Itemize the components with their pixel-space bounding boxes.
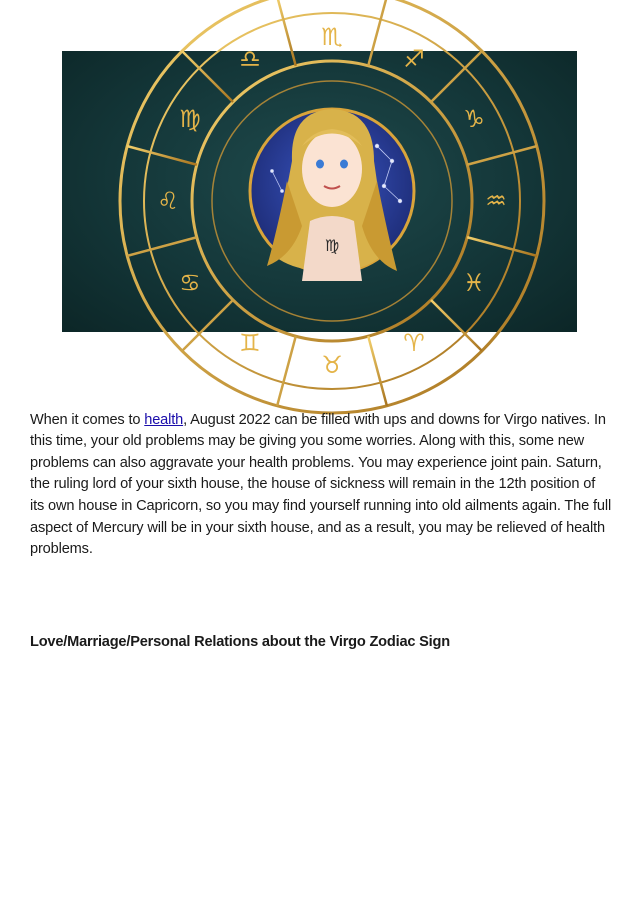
health-paragraph [30, 410, 612, 561]
wheel-spoke [127, 237, 197, 256]
wheel-spoke [277, 0, 296, 66]
wheel-spoke [431, 51, 482, 102]
paragraph-text-start: When it comes to [30, 411, 145, 428]
zodiac-sign-icon: ♊ [239, 329, 261, 358]
section-heading-love-marriage: Love/Marriage/Personal Relations about the Virgo Zodiac Sign [30, 634, 450, 650]
zodiac-sign-icon: ♐ [403, 44, 425, 73]
zodiac-sign-icon: ♍ [179, 105, 201, 133]
wheel-spoke [467, 146, 537, 165]
virgo-symbol: ♍ [324, 236, 340, 255]
wheel-spoke [431, 300, 482, 351]
zodiac-sign-icon: ♑ [463, 105, 485, 133]
zodiac-sign-icon: ♈ [403, 329, 425, 358]
zodiac-sign-icon: ♉ [321, 351, 343, 379]
paragraph-text-rest: , August 2022 can be filled with ups and downs for Virgo natives. In this time, your old problems may be giving you some worries. Along with this, some new problems can also aggravate your health problems. You may experience joint pain. Saturn, the ruling lord of your sixth house, the house of sickness will remain in the 12th position of its own house in Capricorn, so you may find yourself running into old ailments again. The full aspect of Mercury will be in your sixth house, and as a result, you may be relieved of health problems. [30, 411, 612, 558]
health-link[interactable]: health [144, 411, 184, 428]
wheel-spoke [277, 336, 296, 406]
zodiac-wheel-illustration [62, 23, 577, 379]
zodiac-sign-icon: ♋ [179, 269, 201, 297]
wheel-spoke [368, 336, 387, 406]
wheel-spoke [182, 51, 233, 102]
virgo-hero-image [62, 23, 577, 379]
wheel-spoke [368, 0, 387, 66]
zodiac-sign-icon: ♌ [157, 187, 179, 215]
wheel-spoke [182, 300, 233, 351]
wheel-spoke [467, 237, 537, 256]
zodiac-sign-icon: ♓ [463, 269, 485, 297]
zodiac-sign-icon: ♒ [485, 187, 507, 215]
wheel-spoke [127, 146, 197, 165]
zodiac-sign-icon: ♎ [239, 44, 261, 73]
zodiac-sign-icon: ♏ [321, 23, 343, 51]
